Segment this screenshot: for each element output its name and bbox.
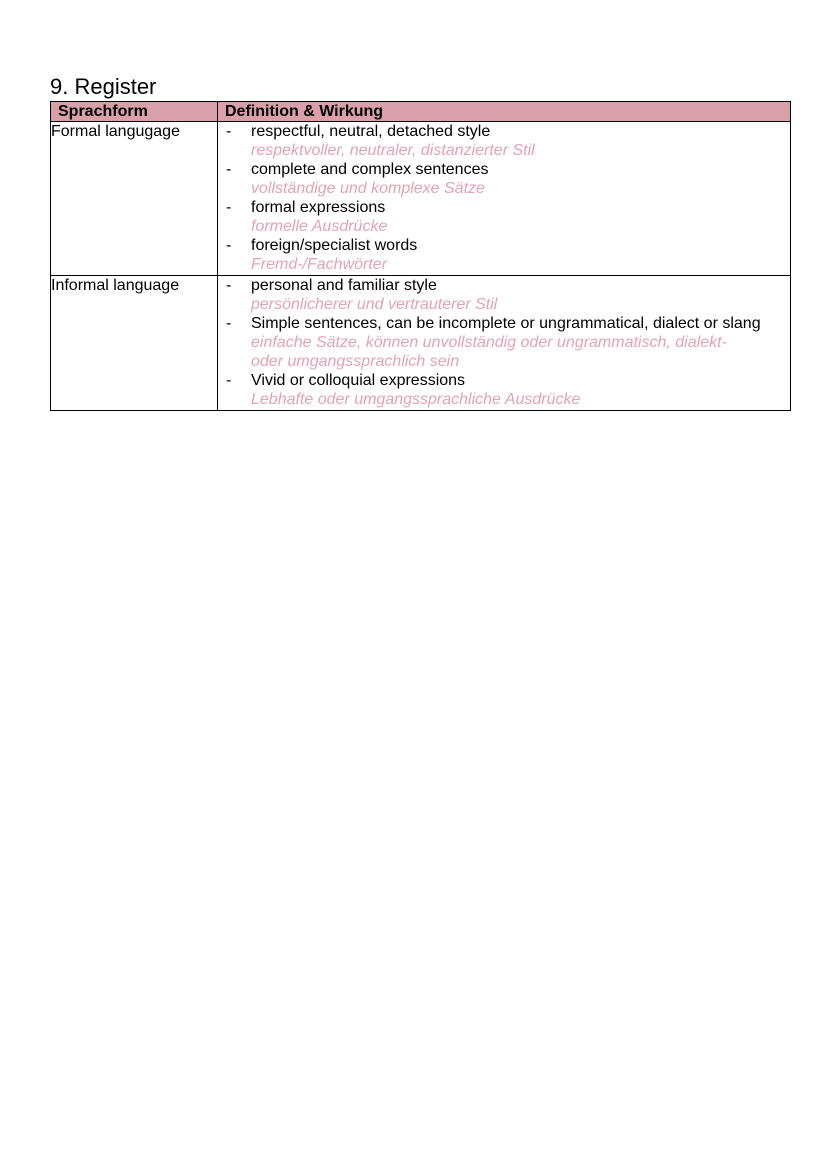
german-translation: vollständige und komplexe Sätze bbox=[251, 180, 485, 197]
point-list bbox=[218, 276, 790, 409]
german-translation: formelle Ausdrücke bbox=[251, 218, 388, 235]
english-text: respectful, neutral, detached style bbox=[251, 123, 491, 140]
bullet-dash: - bbox=[226, 199, 232, 216]
list-item bbox=[218, 198, 790, 236]
definition-cell bbox=[218, 276, 791, 411]
list-item bbox=[218, 160, 790, 198]
table-header-row bbox=[51, 102, 791, 122]
page-title: 9. Register bbox=[50, 74, 157, 99]
english-text: formal expressions bbox=[251, 199, 386, 216]
table-row-informal bbox=[51, 276, 791, 411]
list-item bbox=[218, 371, 790, 409]
table-row-formal bbox=[51, 122, 791, 276]
header-sprachform: Sprachform bbox=[51, 102, 218, 122]
form-label: Formal langugage bbox=[51, 122, 218, 276]
german-translation: Lebhafte oder umgangssprachliche Ausdrücke bbox=[251, 391, 581, 408]
german-translation: persönlicherer und vertrauterer Stil bbox=[251, 296, 498, 313]
german-translation: einfache Sätze, können unvollständig oder ungrammatisch, dialekt- oder umgangssprachlich sein bbox=[251, 334, 727, 370]
point-list bbox=[218, 122, 790, 274]
list-item bbox=[218, 236, 790, 274]
register-table bbox=[50, 101, 791, 411]
english-text: personal and familiar style bbox=[251, 277, 437, 294]
german-translation: Fremd-/Fachwörter bbox=[251, 256, 388, 273]
english-text: foreign/specialist words bbox=[251, 237, 418, 254]
list-item bbox=[218, 276, 790, 314]
german-translation: respektvoller, neutraler, distanzierter Stil bbox=[251, 142, 535, 159]
definition-cell bbox=[218, 122, 791, 276]
list-item bbox=[218, 314, 790, 371]
bullet-dash: - bbox=[226, 237, 232, 254]
bullet-dash: - bbox=[226, 123, 232, 140]
list-item bbox=[218, 122, 790, 160]
bullet-dash: - bbox=[226, 372, 232, 389]
bullet-dash: - bbox=[226, 315, 232, 332]
english-text: Simple sentences, can be incomplete or ungrammatical, dialect or slang bbox=[251, 315, 761, 332]
bullet-dash: - bbox=[226, 161, 232, 178]
english-text: Vivid or colloquial expressions bbox=[251, 372, 466, 389]
bullet-dash: - bbox=[226, 277, 232, 294]
header-definition-wirkung: Definition & Wirkung bbox=[218, 102, 791, 122]
form-label: Informal language bbox=[51, 276, 218, 411]
english-text: complete and complex sentences bbox=[251, 161, 489, 178]
